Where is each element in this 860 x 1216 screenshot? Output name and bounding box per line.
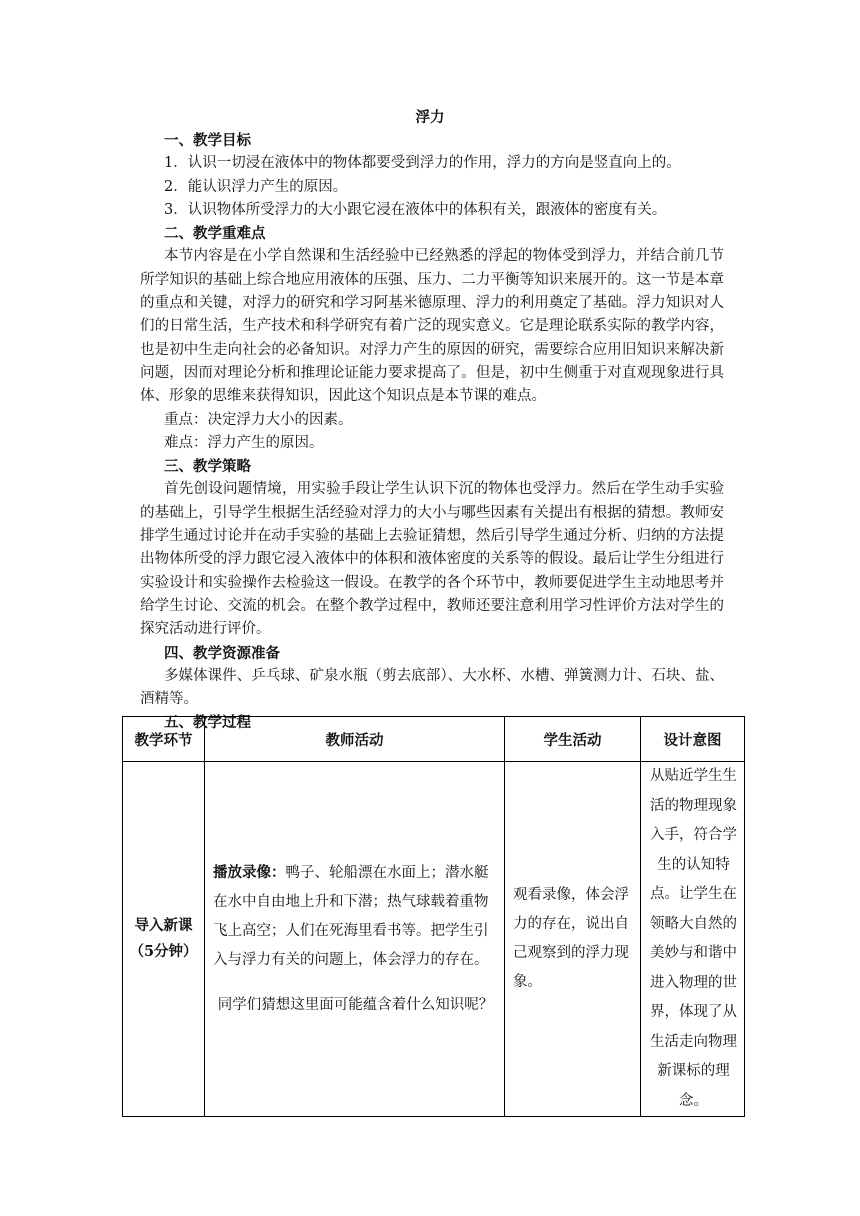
key-points-paragraph: 本节内容是在小学自然课和生活经验中已经熟悉的浮起的物体受到浮力，并结合前几节所学知识的基础上综合地应用液体的压强、压力、二力平衡等知识来展开的。这一节是本章的重点和关键，对浮力的研究和学习阿基米德原理、浮力的利用奠定了基础。浮力知识对人们的日常生活，生产技术和科学研究有着广泛的现实意义。它是理论联系实际的教学内容，也是初中生走向社会的必备知识。对浮力产生的原因的研究，需要综合应用旧知识来解决新问题，因而对理论分析和推理论证能力要求提高了。但是，初中生侧重于对直观现象进行具体、形象的思维来获得知识，因此这个知识点是本节课的难点。 [140,248,724,405]
teacher-activity-label: 播放录像： [213,864,286,881]
teacher-activity-cell [205,762,505,1117]
difficulty-point: 难点：浮力产生的原因。 [164,434,324,451]
section-heading-process: 五、教学过程 [164,714,251,732]
goal-item-3: 3．认识物体所受浮力的大小跟它浸在液体中的体积有关，跟液体的密度有关。 [164,201,667,218]
teaching-process-table [122,716,745,1117]
table-header-row [123,717,745,762]
stage-cell [123,762,205,1117]
column-header-stage: 教学环节 [123,717,205,762]
goal-item-2: 2．能认识浮力产生的原因。 [164,178,348,195]
focus-point: 重点：决定浮力大小的因素。 [164,411,353,428]
column-header-teacher: 教师活动 [205,717,505,762]
teacher-activity-body: 鸭子、轮船漂在水面上；潜水艇在水中自由地上升和下潜；热气球载着重物飞上高空；人们在死海里看书等。把学生引入与浮力有关的问题上，体会浮力的存在。 [213,865,489,968]
section-heading-strategy: 三、教学策略 [164,458,251,476]
resources-paragraph: 多媒体课件、乒乓球、矿泉水瓶（剪去底部）、大水杯、水槽、弹簧测力计、石块、盐、酒精等。 [140,667,724,708]
teacher-question: 同学们猜想这里面可能蕴含着什么知识呢？ [217,997,494,1013]
section-heading-resources: 四、教学资源准备 [164,644,280,662]
section-heading-key-points: 二、教学重难点 [164,225,266,243]
student-activity-cell: 观看录像，体会浮力的存在，说出自己观察到的浮力现象。 [505,762,641,1117]
section-heading-goals: 一、教学目标 [164,132,251,149]
document-body [140,129,724,735]
column-header-student: 学生活动 [505,717,641,762]
stage-name: 导入新课 [134,917,193,934]
table-row [123,762,745,1117]
stage-time: （5分钟） [129,943,198,960]
document-title: 浮力 [415,109,445,126]
teacher-activity-text [213,858,498,975]
column-header-design: 设计意图 [641,717,745,762]
design-intent-cell: 从贴近学生生活的物理现象入手，符合学生的认知特点。让学生在领略大自然的美妙与和谐中进入物理的世界，体现了从生活走向物理新课标的理念。 [641,762,745,1117]
strategy-paragraph: 首先创设问题情境，用实验手段让学生认识下沉的物体也受浮力。然后在学生动手实验的基础上，引导学生根据生活经验对浮力的大小与哪些因素有关提出有根据的猜想。教师安排学生通过讨论并在动手实验的基础上去验证猜想，然后引导学生通过分析、归纳的方法提出物体所受的浮力跟它浸入液体中的体积和液体密度的关系等的假设。最后让学生分组进行实验设计和实验操作去检验这一假设。在教学的各个环节中，教师要促进学生主动地思考并给学生讨论、交流的机会。在整个教学过程中，教师还要注意利用学习性评价方法对学生的探究活动进行评价。 [140,481,724,638]
goal-item-1: 1．认识一切浸在液体中的物体都要受到浮力的作用，浮力的方向是竖直向上的。 [164,155,681,172]
